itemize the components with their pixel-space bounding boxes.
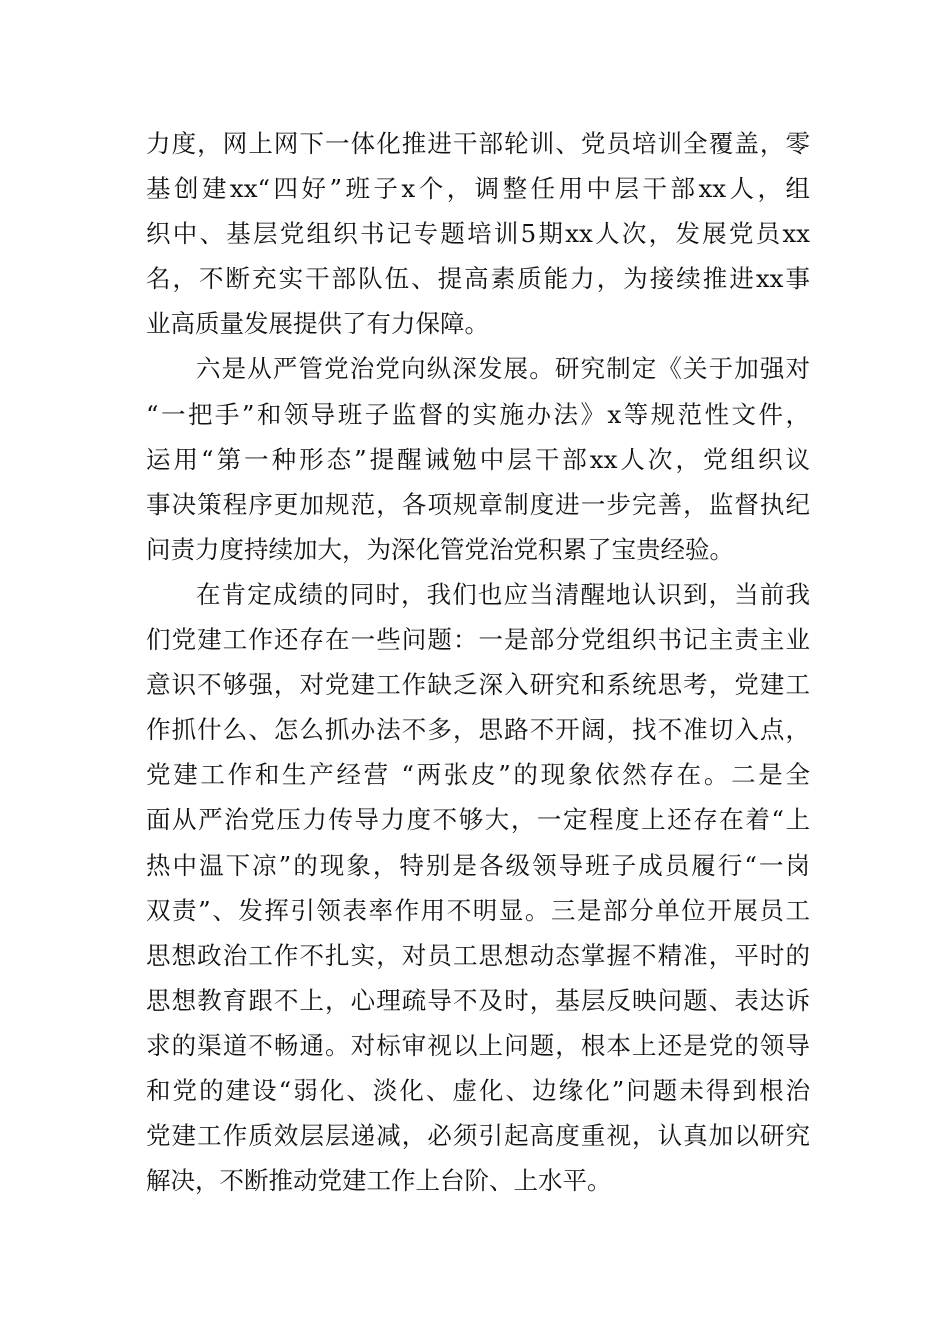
text-line: 们党建工作还存在一些问题：一是部分党组织书记主责主业 (146, 625, 810, 655)
text-line: “一把手”和领导班子监督的实施办法》x等规范性文件， (146, 399, 810, 429)
text-line: 党建工作和生产经营 “两张皮”的现象依然存在。二是全 (146, 760, 810, 790)
paragraph (146, 121, 810, 346)
text-line: 问责力度持续加大，为深化管党治党积累了宝贵经验。 (146, 534, 734, 564)
text-line: 求的渠道不畅通。对标审视以上问题，根本上还是党的领导 (146, 1030, 810, 1060)
paragraph (146, 346, 810, 571)
text-line: 织中、基层党组织书记专题培训5期xx人次，发展党员xx (146, 219, 810, 249)
text-line: 作抓什么、怎么抓办法不多，思路不开阔，找不准切入点， (146, 715, 810, 745)
text-line: 双责”、发挥引领表率作用不明显。三是部分单位开展员工 (146, 895, 810, 925)
text-line: 解决，不断推动党建工作上台阶、上水平。 (146, 1166, 612, 1196)
document-body (146, 121, 810, 1203)
paragraph (146, 572, 810, 1203)
text-line: 基创建xx“四好”班子x个，调整任用中层干部xx人，组 (146, 174, 810, 204)
text-line: 意识不够强，对党建工作缺乏深入研究和系统思考，党建工 (146, 670, 810, 700)
text-line: 力度，网上网下一体化推进干部轮训、党员培训全覆盖，零 (146, 129, 810, 158)
text-line: 运用“第一种形态”提醒诫勉中层干部xx人次，党组织议 (146, 444, 810, 474)
text-line: 党建工作质效层层递减，必须引起高度重视，认真加以研究 (146, 1121, 810, 1151)
text-line: 业高质量发展提供了有力保障。 (146, 309, 489, 339)
text-line: 在肯定成绩的同时，我们也应当清醒地认识到，当前我 (196, 579, 810, 609)
text-line: 事决策程序更加规范，各项规章制度进一步完善，监督执纪 (146, 489, 810, 519)
text-line: 和党的建设“弱化、淡化、虚化、边缘化”问题未得到根治 (146, 1075, 810, 1105)
text-line: 六是从严管党治党向纵深发展。研究制定《关于加强对 (196, 354, 810, 384)
text-line: 热中温下凉”的现象，特别是各级领导班子成员履行“一岗 (146, 850, 810, 880)
text-line: 思想政治工作不扎实，对员工思想动态掌握不精准，平时的 (146, 940, 810, 970)
text-line: 面从严治党压力传导力度不够大，一定程度上还存在着“上 (146, 805, 810, 835)
text-line: 思想教育跟不上，心理疏导不及时，基层反映问题、表达诉 (146, 985, 810, 1015)
text-line: 名，不断充实干部队伍、提高素质能力，为接续推进xx事 (146, 264, 810, 294)
